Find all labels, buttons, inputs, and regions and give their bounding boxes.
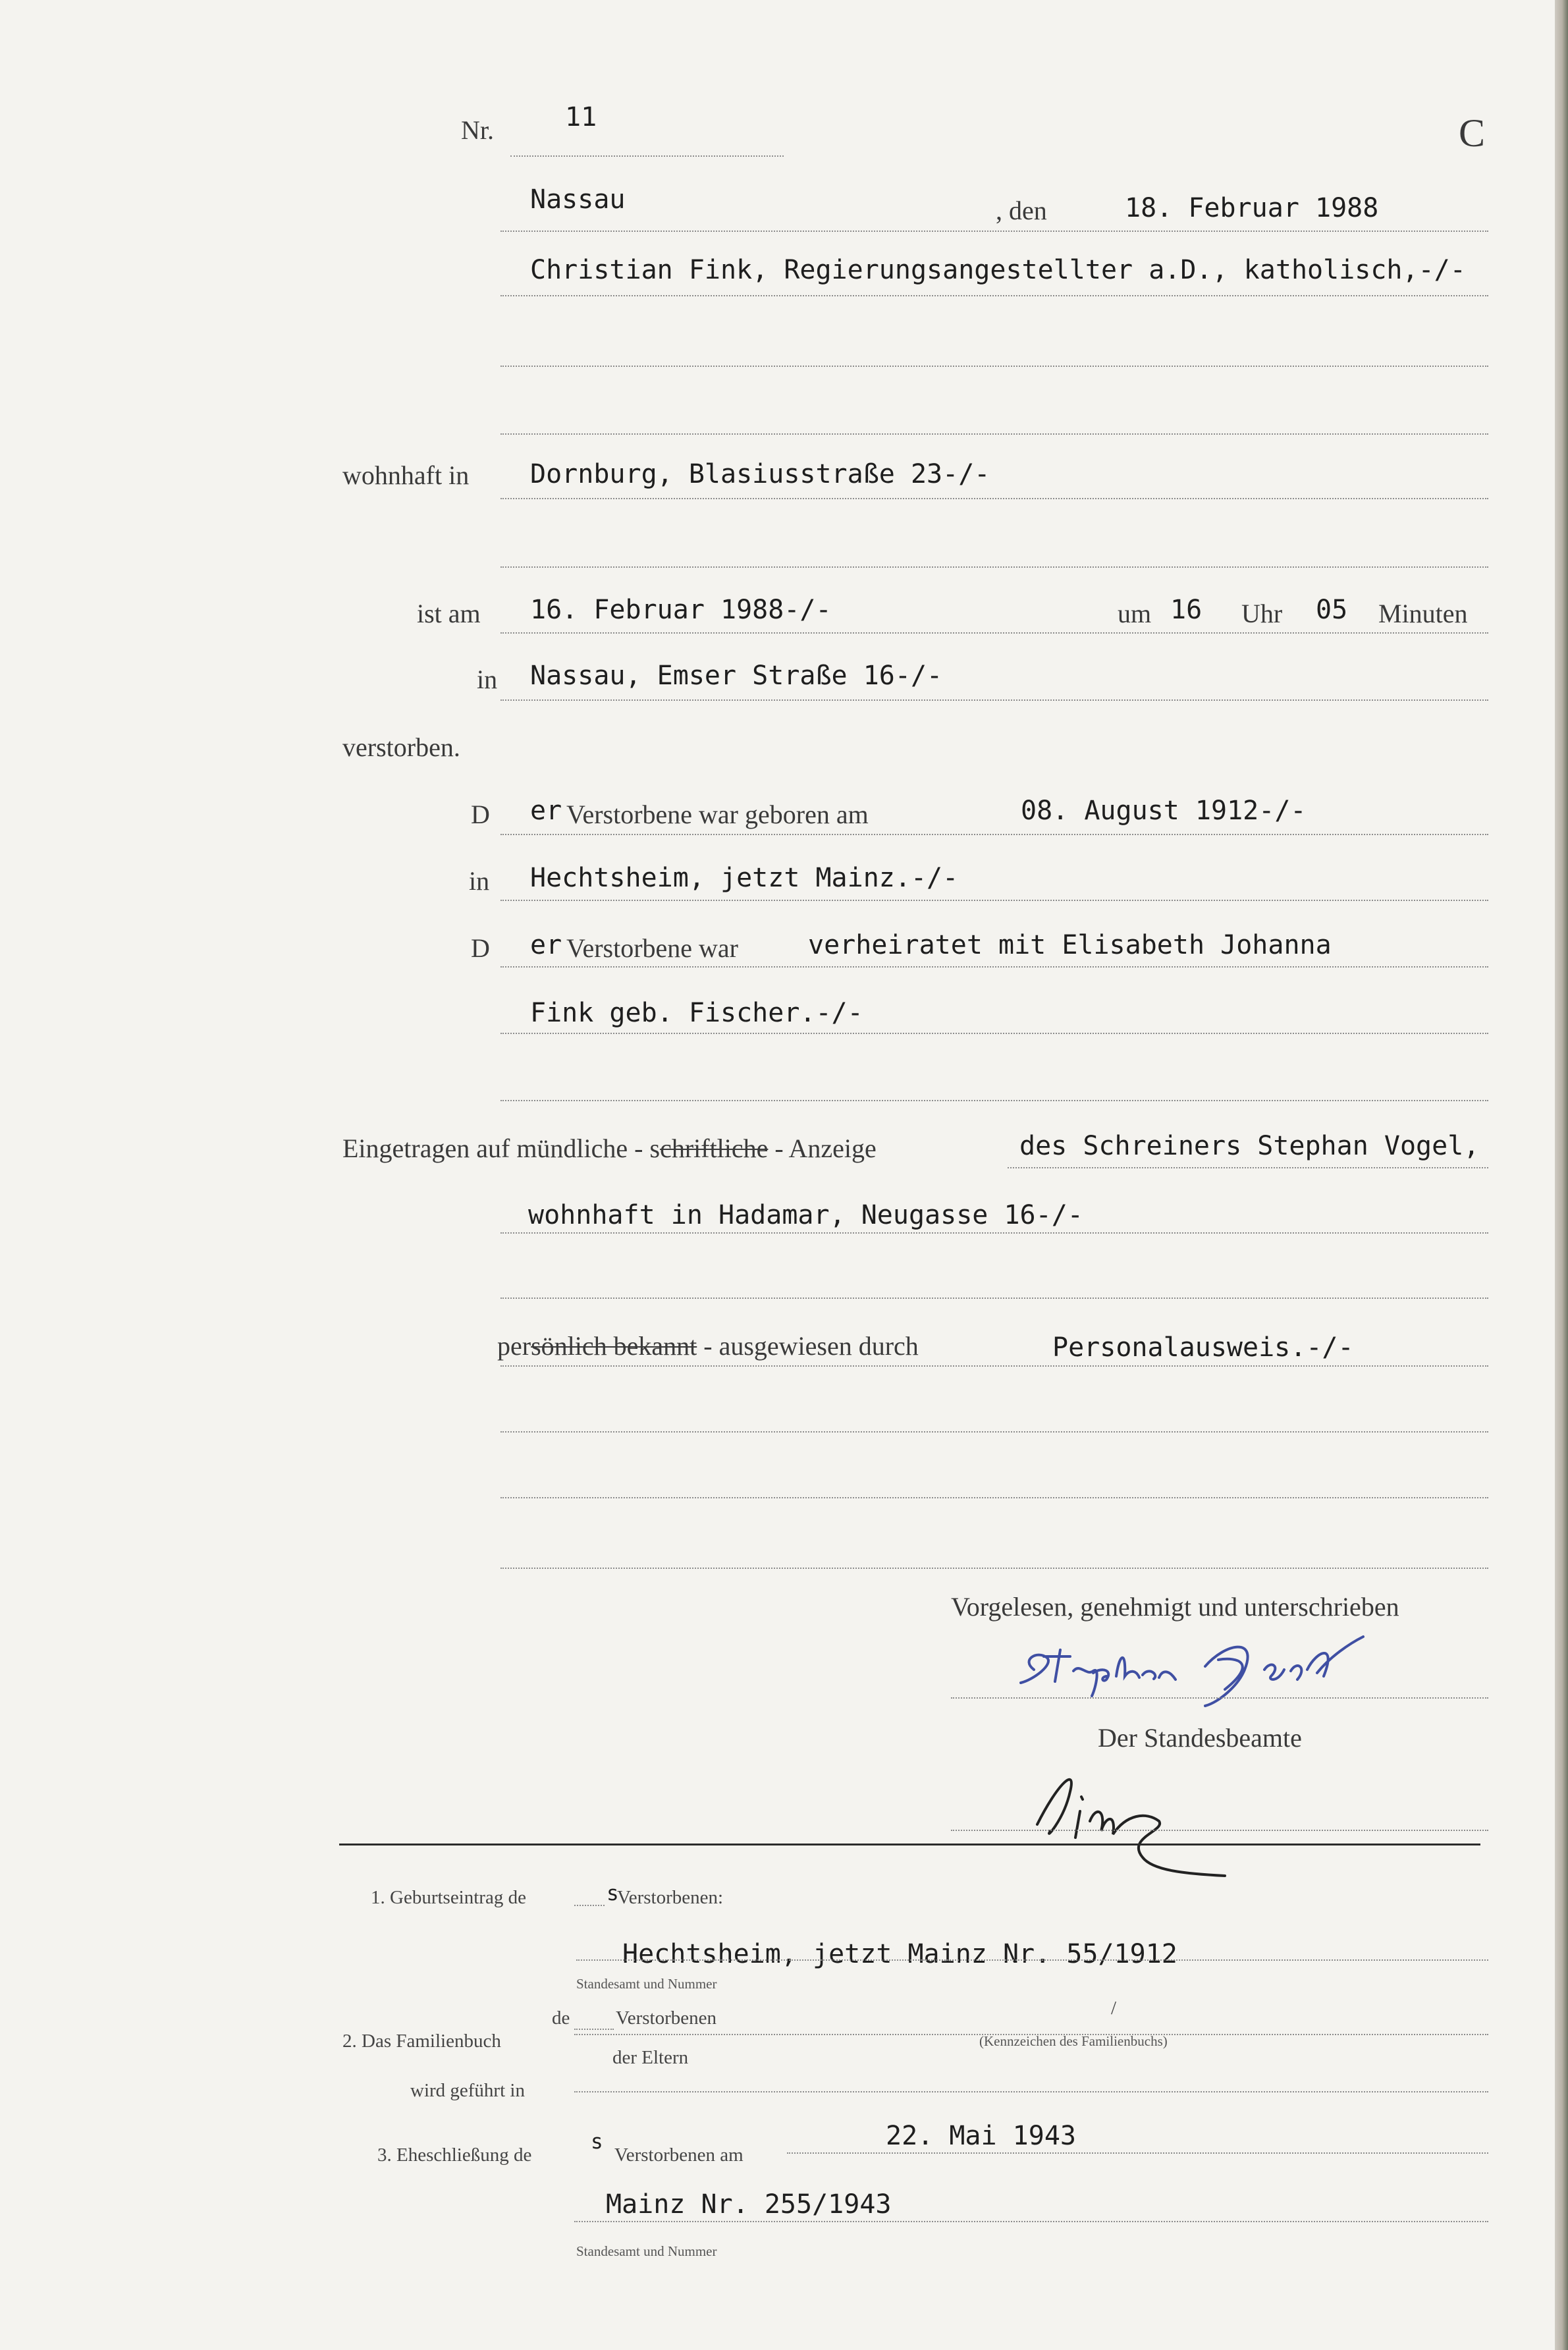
marital-status-2: Fink geb. Fischer.-/-	[530, 998, 863, 1028]
persoenlich-struck: sönlich bekannt	[531, 1331, 697, 1361]
birth-er: er	[530, 796, 562, 826]
registrar-signature	[1008, 1759, 1337, 1890]
geburts-s: s	[607, 1882, 619, 1905]
standesamt-nummer-1: Standesamt und Nummer	[576, 1976, 717, 1992]
marital-d-label: D	[471, 933, 490, 963]
id-line	[500, 1365, 1488, 1367]
informant-signature	[1008, 1630, 1403, 1716]
death-date-line	[500, 632, 1488, 634]
residence-value: Dornburg, Blasiusstraße 23-/-	[530, 459, 990, 489]
death-place-line	[500, 699, 1488, 701]
residence-line-2	[500, 566, 1488, 568]
signature-line-1	[951, 1697, 1488, 1699]
ehe-line	[574, 2221, 1488, 2222]
death-date: 16. Februar 1988-/-	[530, 595, 832, 625]
wohnhaft-label: wohnhaft in	[342, 460, 470, 490]
ausgewiesen-label: - ausgewiesen durch	[703, 1331, 919, 1361]
ehe-value: Mainz Nr. 255/1943	[606, 2189, 892, 2220]
wird-gefuehrt-label: wird geführt in	[410, 2080, 525, 2101]
standesamt-nummer-2: Standesamt und Nummer	[576, 2243, 717, 2259]
blank-line-3	[500, 1568, 1488, 1569]
birth-place-line	[500, 900, 1488, 901]
registration-date: 18. Februar 1988	[1125, 193, 1379, 223]
kennzeichen-label: (Kennzeichen des Familienbuchs)	[979, 2033, 1168, 2049]
geburts-label: 1. Geburtseintrag de	[371, 1887, 526, 1908]
den-label: , den	[996, 196, 1047, 225]
informant-line-2	[500, 1232, 1488, 1234]
nr-line	[510, 155, 784, 157]
marital-status-1: verheiratet mit Elisabeth Johanna	[808, 930, 1332, 960]
book-edge	[1555, 0, 1568, 2350]
anzeige-label: - Anzeige	[774, 1134, 877, 1163]
marital-line-1	[500, 966, 1488, 968]
uhr-label: Uhr	[1241, 599, 1283, 628]
informant-1: des Schreiners Stephan Vogel,	[1019, 1131, 1480, 1161]
vorgelesen-label: Vorgelesen, genehmigt und unterschrieben	[951, 1592, 1399, 1622]
geburts-line	[576, 1959, 1488, 1961]
marital-line-3	[500, 1100, 1488, 1101]
informant-2: wohnhaft in Hadamar, Neugasse 16-/-	[528, 1200, 1083, 1230]
wird-gefuehrt-line	[574, 2091, 1488, 2092]
name-line-3	[500, 433, 1488, 435]
death-minutes: 05	[1316, 595, 1348, 625]
name-line-2	[500, 366, 1488, 367]
marital-er: er	[530, 930, 562, 960]
signature-line-2	[951, 1830, 1488, 1831]
eingetragen-label: Eingetragen auf mündliche -	[342, 1134, 643, 1163]
geburts-suffix: Verstorbenen:	[617, 1887, 724, 1908]
geburts-dots	[574, 1905, 605, 1906]
geboren-label: Verstorbene war geboren am	[566, 800, 869, 829]
death-place: Nassau, Emser Straße 16-/-	[530, 661, 943, 691]
nr-label: Nr.	[461, 115, 494, 145]
residence-line	[500, 498, 1488, 499]
record-number: 11	[565, 102, 597, 132]
deceased-name-line: Christian Fink, Regierungsangestellter a.D., katholisch,-/-	[530, 255, 1466, 285]
fam-eltern: der Eltern	[612, 2047, 689, 2068]
ehe-suffix: Verstorbenen am	[614, 2145, 743, 2166]
death-in-label: in	[477, 665, 498, 694]
fam-slash: /	[1111, 1998, 1117, 2019]
ehe-date-line	[787, 2152, 1488, 2154]
eingetragen-label-group	[342, 1135, 877, 1162]
birth-in-label: in	[469, 866, 490, 896]
familienbuch-label: 2. Das Familienbuch	[342, 2031, 501, 2052]
ist-am-label: ist am	[417, 599, 481, 628]
war-label: Verstorbene war	[566, 933, 738, 963]
blank-line-1	[500, 1431, 1488, 1433]
informant-line-1	[1008, 1167, 1488, 1168]
fam-de: de	[552, 2008, 570, 2029]
birth-d-label: D	[471, 800, 490, 829]
ausgewiesen-group	[497, 1333, 919, 1359]
minuten-label: Minuten	[1378, 599, 1468, 628]
ehe-label: 3. Eheschließung de	[377, 2145, 532, 2166]
verstorben-label: verstorben.	[342, 732, 460, 762]
registry-place: Nassau	[530, 184, 626, 215]
standesbeamte-label: Der Standesbeamte	[1098, 1723, 1302, 1753]
marital-line-2	[500, 1033, 1488, 1034]
birth-date: 08. August 1912-/-	[1021, 796, 1307, 826]
fam-verstorbenen: Verstorbenen	[616, 2008, 717, 2029]
footer-divider	[339, 1844, 1480, 1845]
ehe-date: 22. Mai 1943	[886, 2121, 1076, 2151]
date-line	[500, 231, 1488, 232]
birth-place: Hechtsheim, jetzt Mainz.-/-	[530, 863, 959, 893]
blank-line-2	[500, 1497, 1488, 1498]
informant-line-3	[500, 1298, 1488, 1299]
ehe-s: s	[591, 2130, 603, 2154]
schriftliche-struck: chriftliche	[660, 1134, 769, 1163]
death-hour: 16	[1170, 595, 1203, 625]
geburts-value: Hechtsheim, jetzt Mainz Nr. 55/1912	[622, 1939, 1177, 1969]
um-label: um	[1118, 599, 1152, 628]
schriftliche-s: s	[649, 1134, 661, 1163]
fam-de-dots	[574, 2029, 614, 2030]
per-prefix: per	[497, 1331, 531, 1361]
id-document: Personalausweis.-/-	[1052, 1332, 1354, 1363]
birth-date-line	[500, 834, 1488, 835]
register-letter: C	[1459, 111, 1486, 155]
name-line-1	[500, 295, 1488, 296]
